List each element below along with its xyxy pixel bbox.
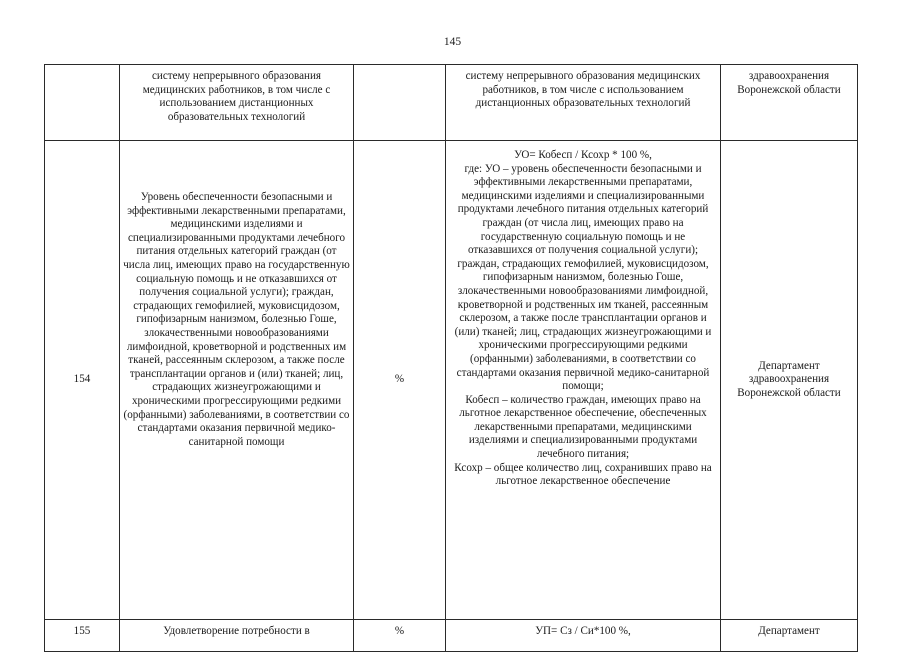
responsible-department: здравоохранения Воронежской области — [721, 65, 858, 141]
responsible-department: Департамент — [721, 620, 858, 652]
table-row — [45, 620, 858, 652]
formula-cell — [446, 620, 721, 652]
row-number — [45, 65, 120, 141]
table-row — [45, 141, 858, 620]
responsible-department: Департамент здравоохранения Воронежской области — [721, 141, 858, 620]
formula-line: УО= Кобесп / Ксохр * 100 %, — [514, 149, 652, 161]
formula-line: систему непрерывного образования медицинских работников, в том числе с использованием дистанционных образовательных технологий — [465, 70, 701, 110]
row-number: 154 — [45, 141, 120, 620]
indicator-name: Уровень обеспеченности безопасными и эффективными лекарственными препаратами, медицинскими изделиями и специализированными продуктами лечебного питания отдельных категорий граждан (от числа лиц, имеющих право на государственную социальную помощь и не отказавшихся от получения социальной услуги); граждан, страдающих гемофилией, муковисцидозом, гипофизарным нанизмом, болезнью Гоше, злокачественными новообразованиями лимфоидной, кроветворной и родственных им тканей, рассеянным склерозом, а также после трансплантации органов и (или) тканей; лиц, страдающих жизнеугрожающими и хроническими прогрессирующими редкими (орфанными) заболеваниями, в соответствии со стандартами оказания первичной медико-санитарной помощи — [120, 141, 354, 620]
unit-cell — [354, 65, 446, 141]
unit-cell: % — [354, 141, 446, 620]
indicator-table — [44, 64, 858, 652]
indicator-name: Удовлетворение потребности в — [120, 620, 354, 652]
page-number: 145 — [443, 36, 462, 48]
unit-cell: % — [354, 620, 446, 652]
formula-cell — [446, 65, 721, 141]
formula-cell — [446, 141, 721, 620]
formula-definition-uo: где: УО – уровень обеспеченности безопасными и эффективными лекарственными препаратами, медицинскими изделиями и специализированными продуктами лечебного питания отдельных категорий граждан (от числа лиц, имеющих право на государственную социальную помощь и не отказавшихся от получения социальной услуги); граждан, страдающих гемофилией, муковисцидозом, гипофизарным нанизмом, болезнью Гоше, злокачественными новообразованиями лимфоидной, кроветворной и родственных им тканей, рассеянным склерозом, а также после трансплантации органов и (или) тканей; лиц, страдающих жизнеугрожающими и хроническими прогрессирующими редкими (орфанными) заболеваниями, в соответствии со стандартами оказания первичной медико-санитарной помощи; — [454, 162, 712, 393]
formula-line: УП= Сз / Си*100 %, — [535, 625, 631, 637]
formula-definition-kobesp: Кобесп – количество граждан, имеющих право на льготное лекарственное обеспечение, обеспеченных лекарственными препаратами, медицинскими изделиями и специализированными продуктами лечебного питания; — [459, 393, 707, 461]
row-number: 155 — [45, 620, 120, 652]
formula-definition-ksohr: Ксохр – общее количество лиц, сохранивших право на льготное лекарственное обеспечение — [454, 461, 712, 488]
table-row — [45, 65, 858, 141]
indicator-name: систему непрерывного образования медицинских работников, в том числе с использованием дистанционных образовательных технологий — [120, 65, 354, 141]
